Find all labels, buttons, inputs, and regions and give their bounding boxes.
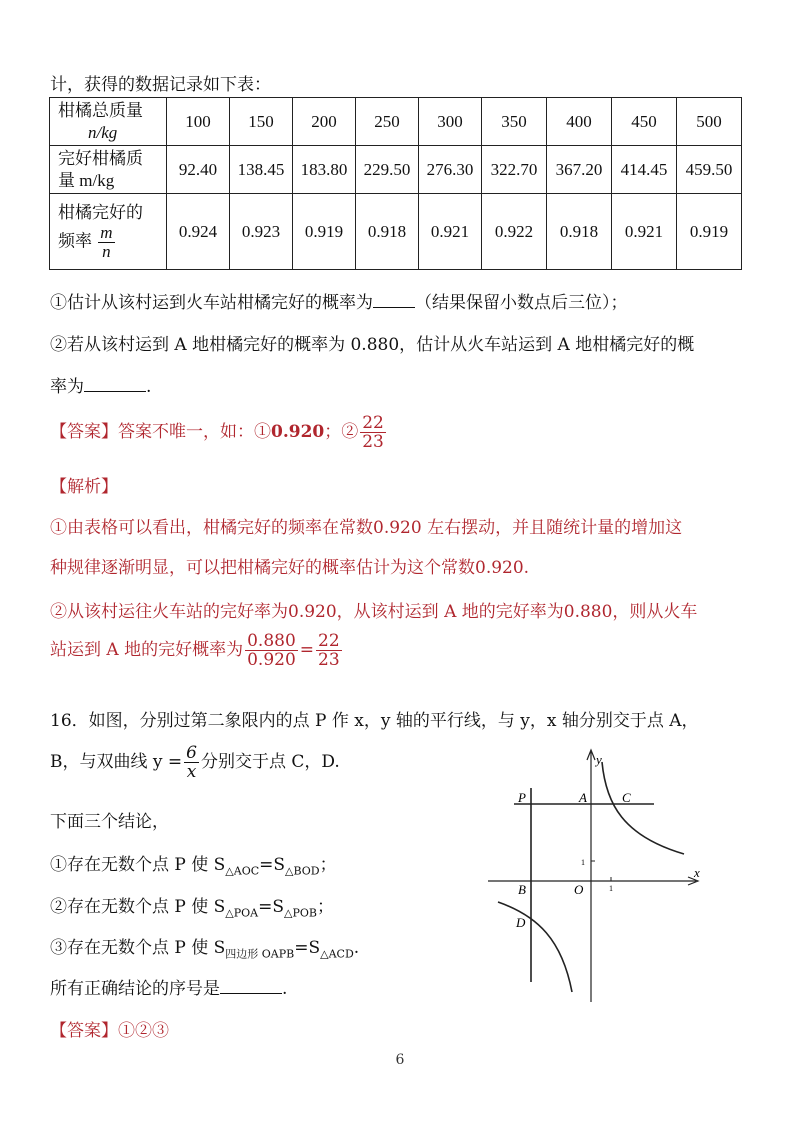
cell: 0.924: [167, 194, 230, 270]
cell: 250: [356, 98, 419, 146]
label-b: B: [518, 882, 526, 897]
cell: 300: [419, 98, 482, 146]
question-1: ①估计从该村运到火车站柑橘完好的概率为 （结果保留小数点后三位）；: [50, 288, 628, 313]
question-2: ②若从该村运到 A 地柑橘完好的概率为 0.880，估计从火车站运到 A 地柑橘完好的概: [50, 335, 695, 355]
question-16-line-3: 下面三个结论，: [50, 812, 169, 832]
cell: 276.30: [419, 146, 482, 194]
question-16-line-2: B，与双曲线 y = $\frac{6}{x}$ 分别交于点 C，D.: [50, 743, 340, 782]
question-16-ask: 所有正确结论的序号是 .: [50, 974, 287, 999]
cell: 0.918: [547, 194, 612, 270]
cell: 0.921: [612, 194, 677, 270]
answer-label: 【答案】: [50, 1021, 118, 1041]
cell: 367.20: [547, 146, 612, 194]
cell: 0.921: [419, 194, 482, 270]
cell: 100: [167, 98, 230, 146]
hyperbola-branch-right: [602, 762, 684, 854]
label-o: O: [574, 882, 584, 897]
answer-block: 【答案】答案不唯一，如：①0.920；② $\frac{22}{23}$: [50, 413, 384, 452]
analysis-line-1: ①由表格可以看出，柑橘完好的频率在常数0.920 左右摆动，并且随统计量的增加这: [50, 518, 683, 538]
cell: 150: [230, 98, 293, 146]
mn-fraction: $\frac{m}{n}$: [100, 223, 113, 261]
cell: 0.919: [677, 194, 742, 270]
analysis-fraction-1: $\frac{0.880}{0.920}$: [247, 631, 296, 670]
page-number: 6: [395, 1052, 405, 1068]
cell: 0.918: [356, 194, 419, 270]
cell: 92.40: [167, 146, 230, 194]
label-d: D: [516, 915, 526, 930]
intro-text: 计，获得的数据记录如下表：: [50, 75, 271, 95]
cell: 229.50: [356, 146, 419, 194]
answer-blank: [373, 289, 415, 308]
cell: 350: [482, 98, 547, 146]
answer-blank: [220, 975, 282, 994]
analysis-label: 【解析】: [50, 477, 118, 497]
cell: 0.923: [230, 194, 293, 270]
hyperbola-figure: [478, 744, 708, 1006]
question-16-line-1: 16．如图，分别过第二象限内的点 P 作 x，y 轴的平行线，与 y，x 轴分别交于点 A，: [50, 711, 699, 731]
cell: 183.80: [293, 146, 356, 194]
conclusion-3: ③存在无数个点 P 使 $S_{四边形 OAPB}=S_{\triangle ACD}$.: [50, 938, 360, 961]
analysis-fraction-2: $\frac{22}{23}$: [318, 631, 340, 670]
cell: 400: [547, 98, 612, 146]
answer-fraction: $\frac{22}{23}$: [362, 413, 384, 452]
label-one-y: 1: [581, 858, 585, 867]
answer-label: 【答案】: [50, 422, 118, 442]
data-table: [49, 97, 742, 270]
row2-header: 完好柑橘质 量 m/kg: [50, 146, 167, 194]
conclusion-2: ②存在无数个点 P 使 $S_{\triangle POA}=S_{\triangle POB}$；: [50, 897, 334, 920]
cell: 414.45: [612, 146, 677, 194]
cell: 200: [293, 98, 356, 146]
cell: 322.70: [482, 146, 547, 194]
cell: 0.922: [482, 194, 547, 270]
label-y: y: [596, 752, 602, 767]
row3-header: 柑橘完好的 频率 $\frac{m}{n}$: [50, 194, 167, 270]
label-p: P: [518, 790, 526, 805]
label-c: C: [622, 790, 631, 805]
cell: 138.45: [230, 146, 293, 194]
answer-blank: [84, 373, 146, 392]
question-2-cont: 率为 .: [50, 372, 151, 397]
table-row: [50, 194, 742, 270]
analysis-line-4: 站运到 A 地的完好概率为 $\frac{0.880}{0.920}$ = $\frac{22}{23}$: [50, 631, 340, 670]
conclusion-1: ①存在无数个点 P 使 $S_{\triangle AOC}=S_{\triangle BOD}$；: [50, 855, 337, 878]
label-x: x: [694, 865, 700, 880]
cell: 459.50: [677, 146, 742, 194]
row1-header: 柑橘总质量 n/kg: [50, 98, 167, 146]
cell: 0.919: [293, 194, 356, 270]
answer-16: 【答案】①②③: [50, 1021, 169, 1041]
label-a: A: [579, 790, 587, 805]
analysis-line-2: 种规律逐渐明显，可以把柑橘完好的概率估计为这个常数0.920.: [50, 558, 530, 578]
table-row: [50, 98, 742, 146]
analysis-line-3: ②从该村运往火车站的完好率为0.920，从该村运到 A 地的完好率为0.880，则从火车: [50, 602, 698, 622]
label-one-x: 1: [609, 884, 613, 893]
hyperbola-branch-left: [498, 902, 572, 992]
hyperbola-fraction: $\frac{6}{x}$: [186, 743, 197, 782]
table-row: [50, 146, 742, 194]
cell: 450: [612, 98, 677, 146]
cell: 500: [677, 98, 742, 146]
